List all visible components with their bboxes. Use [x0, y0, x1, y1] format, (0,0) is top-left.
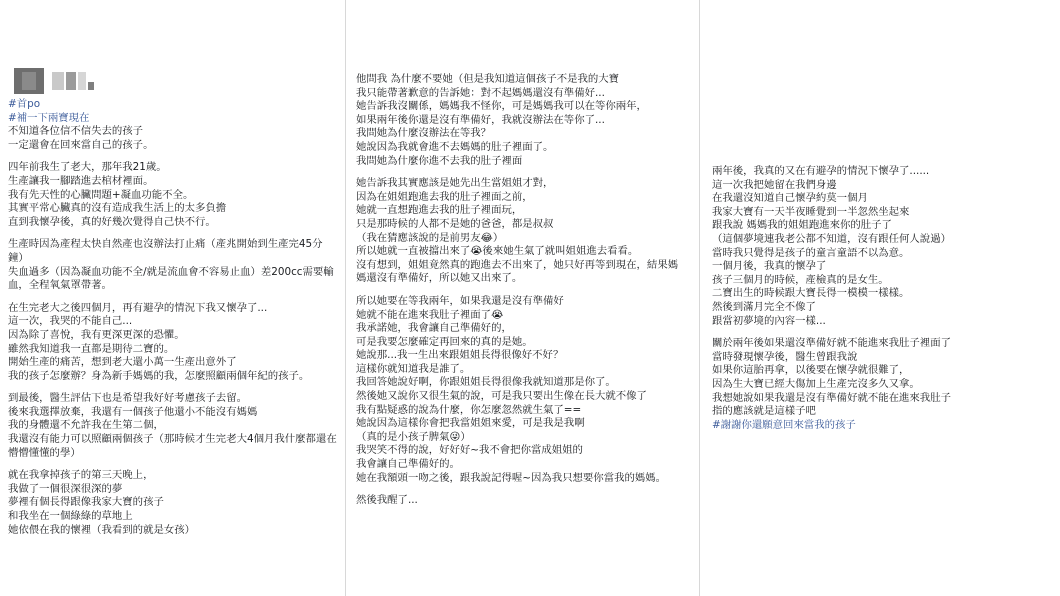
paragraph-gap	[8, 293, 342, 302]
paragraph-gap	[356, 168, 694, 177]
post-text-line: 懵懵懂懂的學）	[8, 446, 81, 459]
post-text-line: 我只能帶著歉意的告訴她：對不起媽媽還沒有準備好...	[356, 86, 605, 99]
post-text-line: 我有點疑惑的說為什麼，你怎麼忽然就生氣了==	[356, 403, 582, 416]
post-text-line: 兩年後，我真的又在有避孕的情況下懷孕了......	[712, 165, 930, 177]
post-text-line: 我承諾她，我會讓自己準備好的，	[356, 322, 512, 335]
post-text-line: 鐘）	[8, 251, 29, 264]
paragraph-gap	[356, 286, 694, 295]
post-text-line: 跟我說 媽媽我的姐姐跑進來你的肚子了	[712, 219, 892, 232]
post-text-line: 當時發現懷孕後，醫生曾跟我說	[712, 350, 858, 363]
post-text-line: 就在我拿掉孩子的第三天晚上，	[8, 469, 154, 482]
post-text-line: 後來我選擇放棄，我還有一個孩子他還小不能沒有媽媽	[8, 405, 258, 418]
post-text-line: 和我坐在一個綠綠的草地上	[8, 510, 133, 523]
post-text-line: 然後她又說你又很生氣的說，可是我只要出生像在長大就不像了	[356, 390, 647, 403]
post-text-line: 她告訴我其實應該是她先出生當姐姐才對，	[356, 177, 554, 190]
post-text-line: 她說那...我一生出來跟姐姐長得很像好不好？	[356, 349, 564, 362]
post-text-line: 我的孩子怎麼辦？身為新手媽媽的我，怎麼照顧兩個年紀的孩子。	[8, 369, 310, 382]
paragraph-gap	[356, 485, 694, 494]
post-text-line: 她說因為這樣你會把我當姐姐來愛，可是我是我啊	[356, 417, 585, 430]
post-text-line: 然後到滿月完全不像了	[712, 300, 816, 313]
post-text-line: 到最後，醫生評估下也是希望我好好考慮孩子去留。	[8, 392, 247, 405]
post-text-line: 指的應該就是這樣子吧	[712, 405, 816, 418]
post-text-line: 我想她說如果我還是沒有準備好就不能在進來我肚子	[712, 391, 951, 404]
post-text-line: 孩子三個月的時候，產檢真的是女生。	[712, 273, 889, 286]
author-name-blurred-part	[66, 72, 76, 90]
post-text-line: 可是我要怎麼確定再回來的真的是她。	[356, 335, 533, 348]
post-text-line: 我還沒有能力可以照顧兩個孩子（那時候才生完老大4個月我什麼都還在	[8, 433, 337, 446]
post-text-line: 我問她為什麼沒辦法在等我？	[356, 127, 492, 140]
post-text-line: 如果你這胎再拿，以後要在懷孕就很難了，	[712, 364, 910, 377]
post-text-line: 我哭笑不得的說，好好好~我不會把你當成姐姐的	[356, 444, 583, 457]
post-text-line: 我問她為什麼你進不去我的肚子裡面	[356, 154, 523, 167]
author-name-blurred-part	[78, 72, 86, 90]
post-text-line: 血，全程氧氣罩帶著。	[8, 279, 112, 292]
post-text-line: 我有先天性的心臟問題+凝血功能不全。	[8, 188, 194, 201]
post-text-line: 雖然我知道我一直都是期待二寶的。	[8, 342, 175, 355]
post-text-line: 然後我醒了...	[356, 494, 418, 507]
post-text-line: 其實平常心臟真的沒有造成我生活上的太多負擔	[8, 202, 227, 215]
paragraph-gap	[712, 328, 1052, 337]
post-text-line: （我在猜應該說的是前男友😂）	[356, 231, 504, 244]
post-text-line: 如果兩年後你還是沒有準備好，我就沒辦法在等你了...	[356, 113, 605, 126]
paragraph-gap	[8, 460, 342, 469]
post-text-line: 一定還會在回來當自己的孩子。	[8, 138, 154, 151]
post-column-3	[712, 165, 1052, 596]
post-text-line: 在生完老大之後四個月，再有避孕的情況下我又懷孕了...	[8, 301, 268, 314]
avatar[interactable]	[14, 68, 44, 94]
post-text-line: 不知道各位信不信失去的孩子	[8, 125, 144, 138]
post-text-line: 她就一直想跑進去我的肚子裡面玩，	[356, 204, 523, 217]
post-text-line: 所以她要在等我兩年，如果我還是沒有準備好	[356, 294, 564, 307]
post-text-line: （這個夢境連我老公都不知道，沒有跟任何人說過）	[712, 232, 951, 245]
post-column-2	[356, 73, 694, 596]
post-text-line: 失血過多（因為凝血功能不全/就是流血會不容易止血）差200cc需要輸	[8, 265, 334, 278]
post-text-line: 直到我懷孕後，真的好幾次覺得自己快不行。	[8, 215, 216, 228]
post-text-line: 關於兩年後如果還沒準備好就不能進來我肚子裡面了	[712, 337, 951, 350]
post-text-line: 開始生產的痛苦，想到老大還小萬一生產出意外了	[8, 356, 237, 369]
post-text-line: 夢裡有個長得跟像我家大寶的孩子	[8, 496, 164, 509]
post-text-line: 她在我額頭一吻之後，跟我說記得喔~因為我只想要你當我的媽媽。	[356, 471, 667, 484]
paragraph-gap	[8, 229, 342, 238]
post-text-line: 她依偎在我的懷裡（我看到的就是女孩）	[8, 523, 196, 536]
post-text-line: 我會讓自己準備好的。	[356, 458, 460, 471]
hashtag-link[interactable]: #補一下兩寶現在	[8, 111, 90, 124]
paragraph-gap	[8, 383, 342, 392]
column-divider	[699, 0, 700, 596]
post-text-line: 當時我只覺得是孩子的童言童語不以為意。	[712, 246, 910, 259]
author-name-blurred[interactable]	[52, 72, 64, 90]
post-header	[8, 66, 338, 96]
post-column-1	[8, 98, 342, 596]
post-text-line: 我的身體還不允許我在生第二個，	[8, 419, 164, 432]
post-text-line: 我家大寶有一天半夜睡覺到一半忽然坐起來	[712, 205, 910, 218]
post-text-line: 她就不能在進來我肚子裡面了😭	[356, 308, 504, 321]
post-text-line: 生產讓我一腳踏進去棺材裡面。	[8, 174, 154, 187]
post-text-line: 她告訴我沒關係，媽媽我不怪你，可是媽媽我可以在等你兩年，	[356, 100, 647, 113]
column-divider	[345, 0, 346, 596]
post-text-line: 這一次，我哭的不能自己...	[8, 315, 133, 328]
post-text-line: 二寶出生的時候跟大寶長得一模模一樣樣。	[712, 287, 910, 300]
post-text-line: 因為除了喜悅，我有更深更深的恐懼。	[8, 328, 185, 341]
post-text-line: 他問我 為什麼不要她（但是我知道這個孩子不是我的大寶	[356, 73, 620, 85]
post-text-line: 跟當初夢境的內容一樣...	[712, 314, 826, 327]
post-text-line: 四年前我生了老大，那年我21歲。	[8, 161, 167, 174]
post-text-line: 只是那時候的人都不是她的爸爸，都是叔叔	[356, 217, 554, 230]
post-text-line: 沒有想到，姐姐竟然真的跑進去不出來了，她只好再等到現在，結果媽	[356, 258, 679, 271]
post-text-line: （真的是小孩子脾氣😜）	[356, 430, 471, 443]
hashtag-link[interactable]: #謝謝你還願意回來當我的孩子	[712, 418, 856, 431]
author-name-blurred-part	[88, 82, 94, 90]
post-text-line: 在我還沒知道自己懷孕約莫一個月	[712, 192, 868, 205]
post-text-line: 她說因為我就會進不去媽媽的肚子裡面了。	[356, 140, 554, 153]
post-text-line: 這樣你就知道我是誰了。	[356, 362, 471, 375]
post-text-line: 因為在姐姐跑進去我的肚子裡面之前，	[356, 190, 533, 203]
post-text-line: 因為生大寶已經大傷加上生產完沒多久又拿。	[712, 377, 920, 390]
post-text-line: 生產時因為產程太快自然產也沒辦法打止痛（產兆開始到生產完45分	[8, 238, 323, 251]
post-text-line: 這一次我把她留在我們身邊	[712, 178, 837, 191]
post-text-line: 媽還沒有準備好，所以她又出來了。	[356, 272, 523, 285]
hashtag-link[interactable]: #首po	[8, 98, 41, 110]
post-text-line: 我做了一個很深很深的夢	[8, 482, 123, 495]
post-text-line: 一個月後，我真的懷孕了	[712, 260, 827, 273]
post-text-line: 所以她就一直被擋出來了😭後來她生氣了就叫姐姐進去看看。	[356, 245, 639, 258]
post-text-line: 我回答她說好啊，你跟姐姐長得很像我就知道那是你了。	[356, 376, 616, 389]
